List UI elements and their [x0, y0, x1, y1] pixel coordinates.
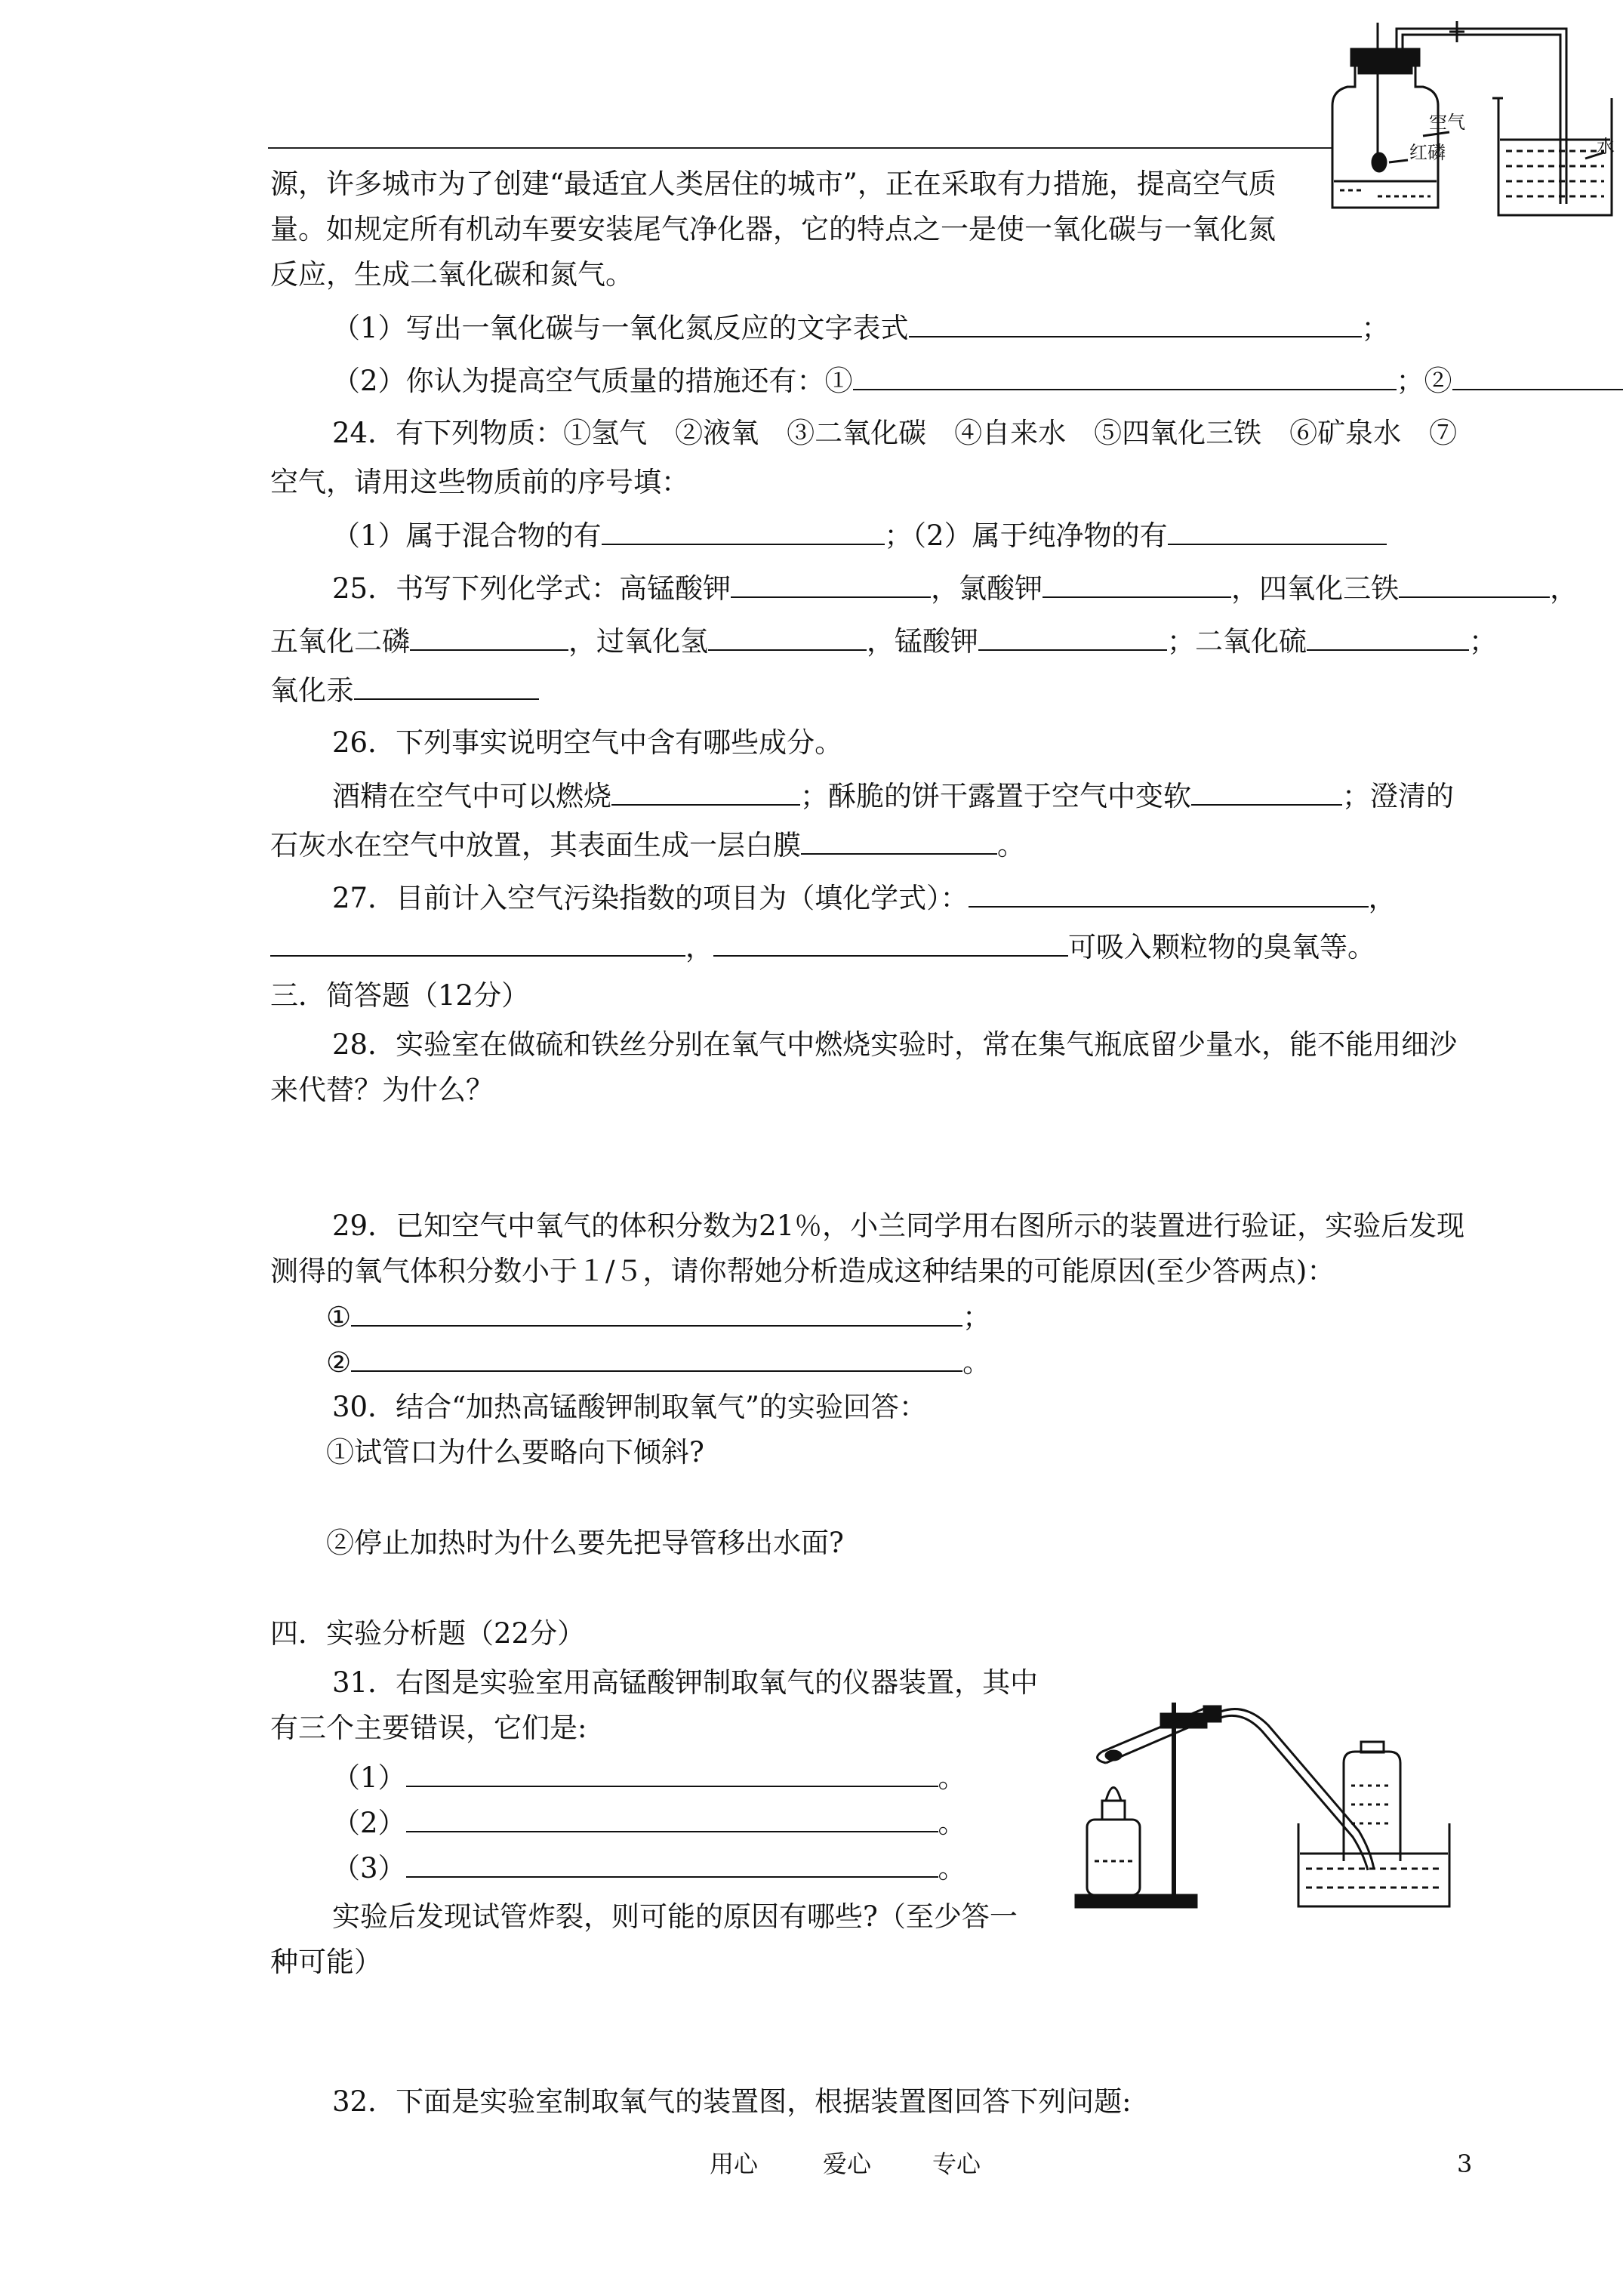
- q27-item2-blank[interactable]: [270, 932, 685, 957]
- q29-line2: 测得的氧气体积分数小于１/５，请你帮她分析造成这种结果的可能原因(至少答两点)：: [270, 1255, 1335, 1287]
- q23-part2-mid: ；②: [1396, 365, 1452, 397]
- q26-a: 酒精在空气中可以燃烧: [332, 780, 611, 812]
- q25-d: ，: [1550, 572, 1578, 605]
- q31-e3-label: （3）: [332, 1852, 406, 1885]
- q24-part1-text: （1）属于混合物的有: [332, 519, 602, 552]
- q26-d: 石灰水在空气中放置，其表面生成一层白膜: [270, 829, 801, 861]
- q31-e2-label: （2）: [332, 1807, 406, 1839]
- q26-e: 。: [997, 829, 1025, 861]
- q25-line1: [332, 574, 1578, 603]
- page-number: 3: [1457, 2150, 1473, 2178]
- q29-a2-marker: ②: [326, 1346, 352, 1379]
- q31-e1-end: 。: [938, 1761, 966, 1794]
- q31-line2: 有三个主要错误，它们是:: [270, 1712, 587, 1744]
- q29-a2-end: 。: [962, 1346, 991, 1379]
- section3-heading: 三．简答题（12分）: [270, 979, 530, 1012]
- q26-o2-blank[interactable]: [611, 781, 800, 806]
- q29-a1-marker: ①: [326, 1301, 352, 1333]
- q31-error1: [332, 1763, 966, 1792]
- q23-line1: 源，许多城市为了创建“最适宜人类居住的城市”，正在采取有力措施，提高空气质: [270, 168, 1277, 200]
- q31-line3: 实验后发现试管炸裂，则可能的原因有哪些?（至少答一: [332, 1900, 1018, 1933]
- q25-i: ；: [1469, 625, 1497, 658]
- q25-k2mno4-blank[interactable]: [978, 627, 1167, 651]
- figure-oxygen-apparatus: [1072, 1672, 1464, 1914]
- q27-line2: [270, 932, 1375, 961]
- header-rule: [268, 147, 1332, 149]
- q31-e3-end: 。: [938, 1852, 966, 1885]
- q25-b: ，氯酸钾: [931, 572, 1043, 605]
- q24-mixture-blank[interactable]: [602, 521, 885, 545]
- q23-measure2-blank[interactable]: [1452, 366, 1623, 390]
- footer-motto1: 用心: [710, 2150, 759, 2178]
- q30-line2: ①试管口为什么要略向下倾斜?: [326, 1436, 704, 1469]
- q27-line1: [332, 883, 1397, 912]
- q24-line1: 24．有下列物质：①氢气 ②液氧 ③二氧化碳 ④自来水 ⑤四氧化三铁 ⑥矿泉水 ⑦: [332, 417, 1458, 449]
- q26-c: ；澄清的: [1342, 780, 1454, 812]
- q25-so2-blank[interactable]: [1307, 627, 1469, 651]
- q25-fe3o4-blank[interactable]: [1399, 574, 1550, 598]
- q25-g: ，锰酸钾: [867, 625, 978, 658]
- q25-c: ，四氧化三铁: [1231, 572, 1400, 605]
- q24-part2-text: ；（2）属于纯净物的有: [884, 519, 1168, 552]
- q23-part2-text: （2）你认为提高空气质量的措施还有：①: [332, 365, 853, 397]
- footer-motto2: 爱心: [823, 2150, 872, 2178]
- q23-line2: 量。如规定所有机动车要安装尾气净化器，它的特点之一是使一氧化碳与一氧化氮: [270, 213, 1276, 245]
- q31-e2-end: 。: [938, 1807, 966, 1839]
- q24-pure-blank[interactable]: [1168, 521, 1387, 545]
- q31-error3: [332, 1852, 966, 1885]
- q26-line3: [270, 831, 1025, 859]
- q26-line1: 26．下列事实说明空气中含有哪些成分。: [332, 726, 843, 759]
- q23-answer1-blank[interactable]: [909, 313, 1362, 337]
- q23-part1-text: （1）写出一氧化碳与一氧化氮反应的文字表式: [332, 312, 909, 344]
- q23-part2: [332, 366, 1623, 395]
- q27-b: ，: [1368, 882, 1397, 914]
- q25-kmno4-blank[interactable]: [731, 574, 931, 598]
- q23-part1: [332, 313, 1390, 342]
- q31-error2: [332, 1808, 966, 1837]
- q25-h2o2-blank[interactable]: [708, 627, 867, 651]
- q27-a: 27．目前计入空气污染指数的项目为（填化学式）：: [332, 882, 969, 914]
- q29-line1: 29．已知空气中氧气的体积分数为21％，小兰同学用右图所示的装置进行验证，实验后发现: [332, 1210, 1465, 1242]
- q27-d: 可吸入颗粒物的臭氧等。: [1068, 931, 1375, 963]
- q30-line1: 30．结合“加热高锰酸钾制取氧气”的实验回答：: [332, 1391, 927, 1423]
- q26-water-blank[interactable]: [1191, 781, 1342, 806]
- q29-reason1-blank[interactable]: [351, 1302, 962, 1327]
- q25-h: ；二氧化硫: [1167, 625, 1307, 658]
- figure-phosphorus-apparatus: [1317, 15, 1623, 227]
- q25-hgo-blank[interactable]: [354, 676, 539, 700]
- q29-answer1: [326, 1302, 990, 1331]
- q25-line3: [270, 674, 539, 707]
- q29-reason2-blank[interactable]: [351, 1348, 962, 1372]
- q28-line2: 来代替？为什么？: [270, 1074, 494, 1106]
- label-water: 水: [1597, 136, 1615, 157]
- q25-line2: [270, 625, 1497, 658]
- q31-error3-blank[interactable]: [406, 1854, 938, 1878]
- q27-c: ，: [685, 931, 713, 963]
- q31-error1-blank[interactable]: [406, 1763, 938, 1787]
- q23-part1-end: ；: [1361, 312, 1390, 344]
- label-air: 空气: [1429, 112, 1465, 133]
- q25-f: ，过氧化氢: [568, 625, 708, 658]
- q27-item3-blank[interactable]: [713, 932, 1068, 957]
- q31-line1: 31．右图是实验室用高锰酸钾制取氧气的仪器装置，其中: [332, 1666, 1039, 1699]
- q26-line2: [332, 781, 1454, 810]
- q31-line4: 种可能）: [270, 1946, 382, 1978]
- q32-line1: 32．下面是实验室制取氧气的装置图，根据装置图回答下列问题:: [332, 2085, 1132, 2118]
- q28-line1: 28．实验室在做硫和铁丝分别在氧气中燃烧实验时，常在集气瓶底留少量水，能不能用细沙: [332, 1028, 1458, 1061]
- q27-item1-blank[interactable]: [969, 883, 1369, 908]
- q25-a: 25．书写下列化学式：高锰酸钾: [332, 572, 731, 605]
- q25-e: 五氧化二磷: [270, 625, 410, 658]
- q26-co2-blank[interactable]: [801, 831, 997, 855]
- q29-answer2: [326, 1346, 991, 1379]
- q24-line2: 空气，请用这些物质前的序号填：: [270, 466, 689, 498]
- q31-e1-label: （1）: [332, 1761, 406, 1794]
- q29-a1-end: ；: [962, 1301, 991, 1333]
- q23-line3: 反应，生成二氧化碳和氮气。: [270, 258, 633, 291]
- q25-kclo3-blank[interactable]: [1042, 574, 1231, 598]
- q25-p2o5-blank[interactable]: [410, 627, 568, 651]
- section4-heading: 四．实验分析题（22分）: [270, 1617, 586, 1650]
- q24-parts: [332, 521, 1387, 550]
- q31-error2-blank[interactable]: [406, 1808, 938, 1832]
- label-phosphorus: 红磷: [1409, 142, 1446, 163]
- footer-motto3: 专心: [932, 2150, 981, 2178]
- q23-measure1-blank[interactable]: [853, 366, 1397, 390]
- q26-b: ；酥脆的饼干露置于空气中变软: [800, 780, 1191, 812]
- q30-line3: ②停止加热时为什么要先把导管移出水面?: [326, 1527, 844, 1559]
- q25-j: 氧化汞: [270, 674, 354, 707]
